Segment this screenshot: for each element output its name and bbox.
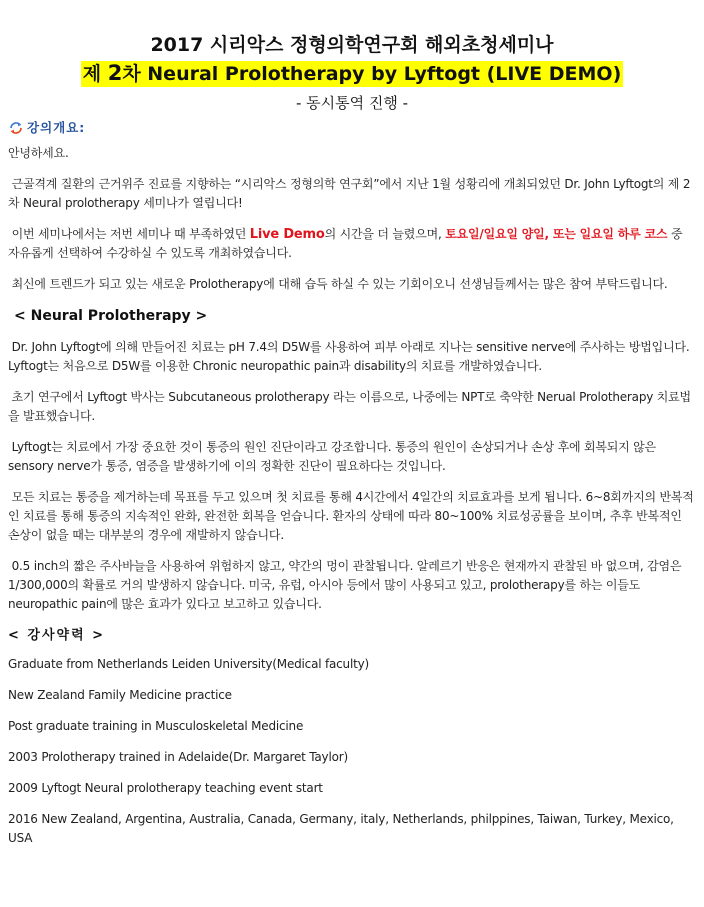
neural-prolotherapy-heading: < Neural Prolotherapy > xyxy=(14,308,208,324)
career-list xyxy=(8,655,695,848)
seminar-subtitle xyxy=(81,61,624,87)
overview-paragraph-2-a: 이번 세미나에서는 저번 세미나 때 부족하였던 xyxy=(11,227,250,241)
subtitle-row xyxy=(0,61,704,87)
np-paragraph-3 xyxy=(8,438,695,476)
np-paragraph-3-text: Lyftogt는 치료에서 가장 중요한 것이 통증의 원인 진단이라고 강조합니다. 통증의 원인이 손상되거나 손상 후에 회복되지 않은 sensory nerve가 통증, 염증을 발생하기에 이의 정확한 진단이 필요하다는 것입니다. xyxy=(8,440,656,473)
live-demo-highlight: Live Demo xyxy=(249,227,325,242)
np-paragraph-2-text: 초기 연구에서 Lyftogt 박사는 Subcutaneous prolotherapy 라는 이름으로, 나중에는 NPT로 축약한 Nerual Prolotherapy 치료법을 발표했습니다. xyxy=(8,390,691,423)
subtitle-rest: 차 Neural Prolotherapy by Lyftogt (LIVE DEMO) xyxy=(122,63,622,85)
overview-paragraph-1 xyxy=(8,175,695,213)
career-item: 2009 Lyftogt Neural prolotherapy teaching event start xyxy=(8,781,323,795)
career-item: 2016 New Zealand, Argentina, Australia, Canada, Germany, italy, Netherlands, philppines, Taiwan, Turkey, Mexico, USA xyxy=(8,812,674,845)
page-header xyxy=(0,0,704,113)
np-paragraph-1 xyxy=(8,338,695,376)
course-option-highlight: 토요일/일요일 양일, 또는 일요일 하루 코스 xyxy=(445,227,668,241)
overview-label: 강의개요: xyxy=(27,120,86,135)
np-paragraph-5-text: 0.5 inch의 짧은 주사바늘을 사용하여 위험하지 않고, 약간의 멍이 관찰됩니다. 알레르기 반응은 현재까지 관찰된 바 없으며, 감염은 1/300,000의 확률로 거의 발생하지 않습니다. 미국, 유럽, 아시아 등에서 많이 사용되고 있고, prolotherapy를 하는 이들도 neuropathic pain에 많은 효과가 있다고 보고하고 있습니다. xyxy=(8,559,682,611)
greeting-text: 안녕하세요. xyxy=(8,146,69,160)
overview-paragraph-3 xyxy=(8,275,695,294)
np-paragraph-4 xyxy=(8,488,695,545)
interpretation-note: - 동시통역 진행 - xyxy=(295,94,409,112)
np-paragraph-4-text: 모든 치료는 통증을 제거하는데 목표를 두고 있으며 첫 치료를 통해 4시간에서 4일간의 치료효과를 보게 됩니다. 6~8회까지의 반복적인 치료를 통해 통증의 지속적인 완화, 완전한 회복을 얻습니다. 환자의 상태에 따라 80~100% 치료성공률을 보이며, 추후 반복적인 손상이 없을 때는 대부분의 경우에 재발하지 않습니다. xyxy=(8,490,694,542)
career-item: 2003 Prolotherapy trained in Adelaide(Dr. Margaret Taylor) xyxy=(8,750,348,764)
career-item: Graduate from Netherlands Leiden University(Medical faculty) xyxy=(8,657,369,671)
np-paragraph-2 xyxy=(8,388,695,426)
career-heading: < 강사약력 > xyxy=(8,628,106,643)
overview-paragraph-3-text: 최신에 트렌드가 되고 있는 새로운 Prolotherapy에 대해 습득 하실 수 있는 기회이오니 선생님들께서는 많은 참여 부탁드립니다. xyxy=(11,277,668,291)
overview-paragraph-2-c: 의 시간을 더 늘렸으며, xyxy=(324,227,446,241)
overview-paragraph-2-e: 중 자유롭게 선택하여 수강하실 수 있도록 개최하였습니다. xyxy=(8,227,683,260)
overview-paragraph-2 xyxy=(8,225,695,263)
main-content xyxy=(0,118,704,848)
refresh-arrows-icon xyxy=(8,120,24,136)
career-item: New Zealand Family Medicine practice xyxy=(8,688,232,702)
np-paragraph-5 xyxy=(8,557,695,614)
overview-paragraph-1-text: 근골격계 질환의 근거위주 진료를 지향하는 “시리악스 정형의학 연구회”에서 지난 1월 성황리에 개최되었던 Dr. John Lyftogt의 제 2차 Neural prolotherapy 세미나가 열립니다! xyxy=(8,177,691,210)
subtitle-number: 2 xyxy=(107,61,123,85)
overview-heading xyxy=(8,118,695,137)
subtitle-prefix: 제 xyxy=(82,63,108,85)
np-paragraph-1-text: Dr. John Lyftogt에 의해 만들어진 치료는 pH 7.4의 D5W를 사용하여 피부 아래로 지나는 sensitive nerve에 주사하는 방법입니다. Lyftogt는 처음으로 D5W를 이용한 Chronic neuropathic pain과 disability의 치료를 개발하였습니다. xyxy=(8,340,690,373)
page-title: 2017 시리악스 정형의학연구회 해외초청세미나 xyxy=(150,34,554,56)
career-item: Post graduate training in Musculoskeletal Medicine xyxy=(8,719,304,733)
